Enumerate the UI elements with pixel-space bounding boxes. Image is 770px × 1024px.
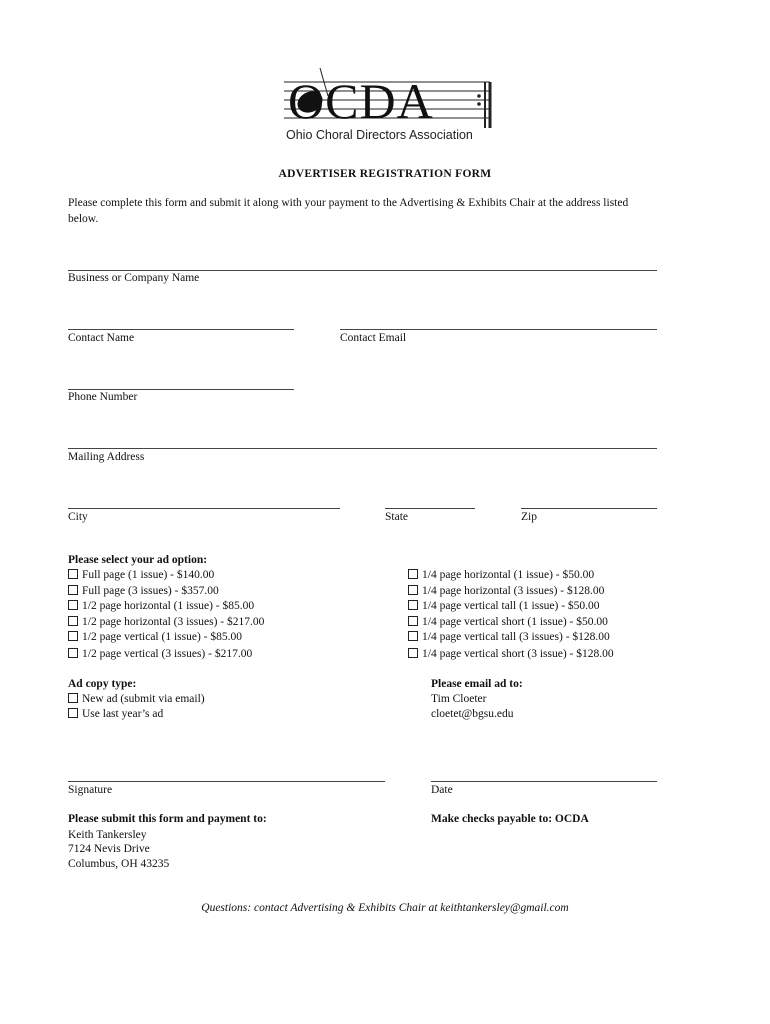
ocda-logo — [280, 66, 495, 146]
city-label: City — [68, 511, 88, 523]
submit-heading: Please submit this form and payment to: — [68, 813, 267, 825]
signature-field[interactable] — [68, 781, 385, 782]
checkbox[interactable] — [68, 631, 78, 641]
ad-option-left[interactable] — [68, 648, 252, 660]
ad-copy-label: Use last year’s ad — [82, 708, 164, 720]
ad-option-label: 1/4 page vertical tall (3 issues) - $128.00 — [422, 631, 610, 643]
contact-email-label: Contact Email — [340, 332, 407, 344]
business-name-field[interactable] — [68, 270, 657, 271]
zip-label: Zip — [521, 511, 537, 523]
checkbox[interactable] — [68, 569, 78, 579]
mailing-address-field[interactable] — [68, 448, 657, 449]
footer-questions: Questions: contact Advertising & Exhibits Chair at keithtankersley@gmail.com — [201, 902, 569, 914]
checkbox[interactable] — [408, 648, 418, 658]
contact-name-field[interactable] — [68, 329, 294, 330]
checkbox[interactable] — [68, 648, 78, 658]
ad-option-left[interactable] — [68, 631, 242, 643]
signature-label: Signature — [68, 784, 113, 796]
email-ad-heading: Please email ad to: — [431, 678, 523, 690]
ad-option-label: 1/2 page horizontal (3 issues) - $217.00 — [82, 616, 265, 628]
phone-number-field[interactable] — [68, 389, 294, 390]
business-name-label: Business or Company Name — [68, 272, 200, 284]
checkbox[interactable] — [408, 631, 418, 641]
ad-option-right[interactable] — [408, 616, 608, 628]
checkbox[interactable] — [68, 585, 78, 595]
checkbox[interactable] — [68, 708, 78, 718]
ad-copy-label: New ad (submit via email) — [82, 693, 205, 705]
logo-org-name: Ohio Choral Directors Association — [286, 128, 473, 142]
state-field[interactable] — [385, 508, 475, 509]
ad-option-right[interactable] — [408, 585, 604, 597]
phone-number-label: Phone Number — [68, 391, 138, 403]
city-field[interactable] — [68, 508, 340, 509]
contact-email-field[interactable] — [340, 329, 657, 330]
state-label: State — [385, 511, 408, 523]
ad-option-label: 1/2 page vertical (1 issue) - $85.00 — [82, 631, 242, 643]
submit-city: Columbus, OH 43235 — [68, 858, 170, 870]
date-label: Date — [431, 784, 453, 796]
ad-option-label: 1/4 page horizontal (1 issue) - $50.00 — [422, 569, 595, 581]
checkbox[interactable] — [408, 585, 418, 595]
checkbox[interactable] — [408, 616, 418, 626]
checkbox[interactable] — [68, 693, 78, 703]
ad-option-label: 1/4 page vertical short (3 issue) - $128.00 — [422, 648, 614, 660]
email-ad-name: Tim Cloeter — [431, 693, 487, 705]
ad-option-left[interactable] — [68, 616, 264, 628]
ad-option-label: 1/4 page vertical short (1 issue) - $50.00 — [422, 616, 608, 628]
ad-copy-option[interactable] — [68, 708, 163, 720]
ad-option-label: 1/2 page horizontal (1 issue) - $85.00 — [82, 600, 255, 612]
ad-option-label: Full page (1 issue) - $140.00 — [82, 569, 215, 581]
ad-option-label: Full page (3 issues) - $357.00 — [82, 585, 219, 597]
intro-line-2: below. — [68, 213, 99, 225]
checkbox[interactable] — [408, 569, 418, 579]
checkbox[interactable] — [68, 600, 78, 610]
ad-option-right[interactable] — [408, 631, 610, 643]
zip-field[interactable] — [521, 508, 657, 509]
ad-option-left[interactable] — [68, 569, 214, 581]
date-field[interactable] — [431, 781, 657, 782]
submit-street: 7124 Nevis Drive — [68, 843, 150, 855]
logo-letters: OCDA — [288, 73, 434, 129]
ad-option-label: 1/4 page vertical tall (1 issue) - $50.00 — [422, 600, 600, 612]
ad-options-heading: Please select your ad option: — [68, 554, 208, 566]
email-ad-address[interactable]: cloetet@bgsu.edu — [431, 708, 514, 720]
checkbox[interactable] — [408, 600, 418, 610]
checkbox[interactable] — [68, 616, 78, 626]
ad-option-right[interactable] — [408, 600, 600, 612]
submit-name: Keith Tankersley — [68, 829, 147, 841]
contact-name-label: Contact Name — [68, 332, 135, 344]
checks-payable: Make checks payable to: OCDA — [431, 813, 589, 825]
ad-option-label: 1/4 page horizontal (3 issues) - $128.00 — [422, 585, 605, 597]
ad-option-left[interactable] — [68, 600, 254, 612]
form-title: ADVERTISER REGISTRATION FORM — [278, 168, 492, 180]
ad-option-right[interactable] — [408, 569, 594, 581]
intro-line-1: Please complete this form and submit it along with your payment to the Advertising & Exhibits Chair at the address listed — [68, 197, 629, 209]
mailing-address-label: Mailing Address — [68, 451, 145, 463]
ad-copy-heading: Ad copy type: — [68, 678, 137, 690]
ad-option-left[interactable] — [68, 585, 219, 597]
ad-copy-option[interactable] — [68, 693, 205, 705]
ad-option-right[interactable] — [408, 648, 614, 660]
ad-option-label: 1/2 page vertical (3 issues) - $217.00 — [82, 648, 253, 660]
